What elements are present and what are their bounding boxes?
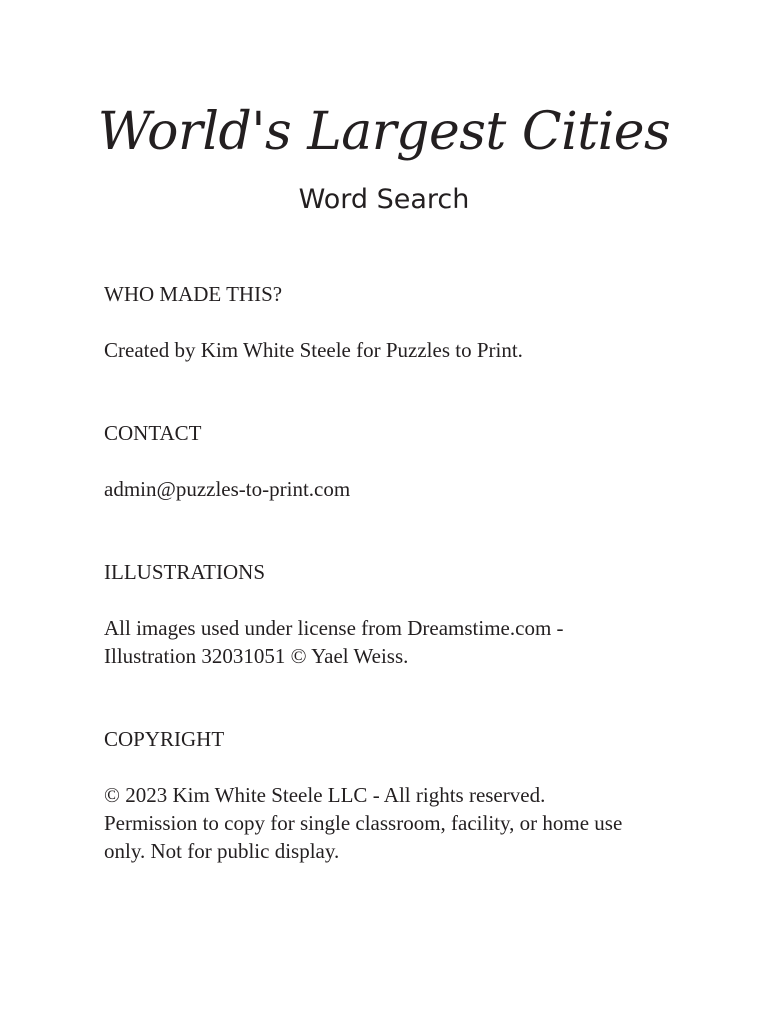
body-line: Permission to copy for single classroom, facility, or home use (104, 811, 623, 835)
section-contact (104, 419, 704, 503)
section-body (104, 336, 704, 364)
section-body (104, 475, 704, 503)
page-subtitle: Word Search (298, 184, 470, 215)
body-line: Created by Kim White Steele for Puzzles to Print. (104, 338, 523, 362)
section-copyright (104, 725, 704, 865)
contact-email: admin@puzzles-to-print.com (104, 477, 351, 501)
section-body (104, 781, 704, 865)
credits-content (104, 280, 704, 920)
section-heading: COPYRIGHT (104, 727, 225, 751)
section-body (104, 614, 704, 670)
page-title: World's Largest Cities (97, 102, 671, 162)
body-line: © 2023 Kim White Steele LLC - All rights reserved. (104, 783, 546, 807)
section-heading: WHO MADE THIS? (104, 282, 283, 306)
body-line: only. Not for public display. (104, 839, 340, 863)
section-who-made-this (104, 280, 704, 364)
section-heading: CONTACT (104, 421, 202, 445)
body-line: Illustration 32031051 © Yael Weiss. (104, 644, 409, 668)
section-illustrations (104, 558, 704, 670)
body-line: All images used under license from Dreamstime.com - (104, 616, 564, 640)
section-heading: ILLUSTRATIONS (104, 560, 265, 584)
